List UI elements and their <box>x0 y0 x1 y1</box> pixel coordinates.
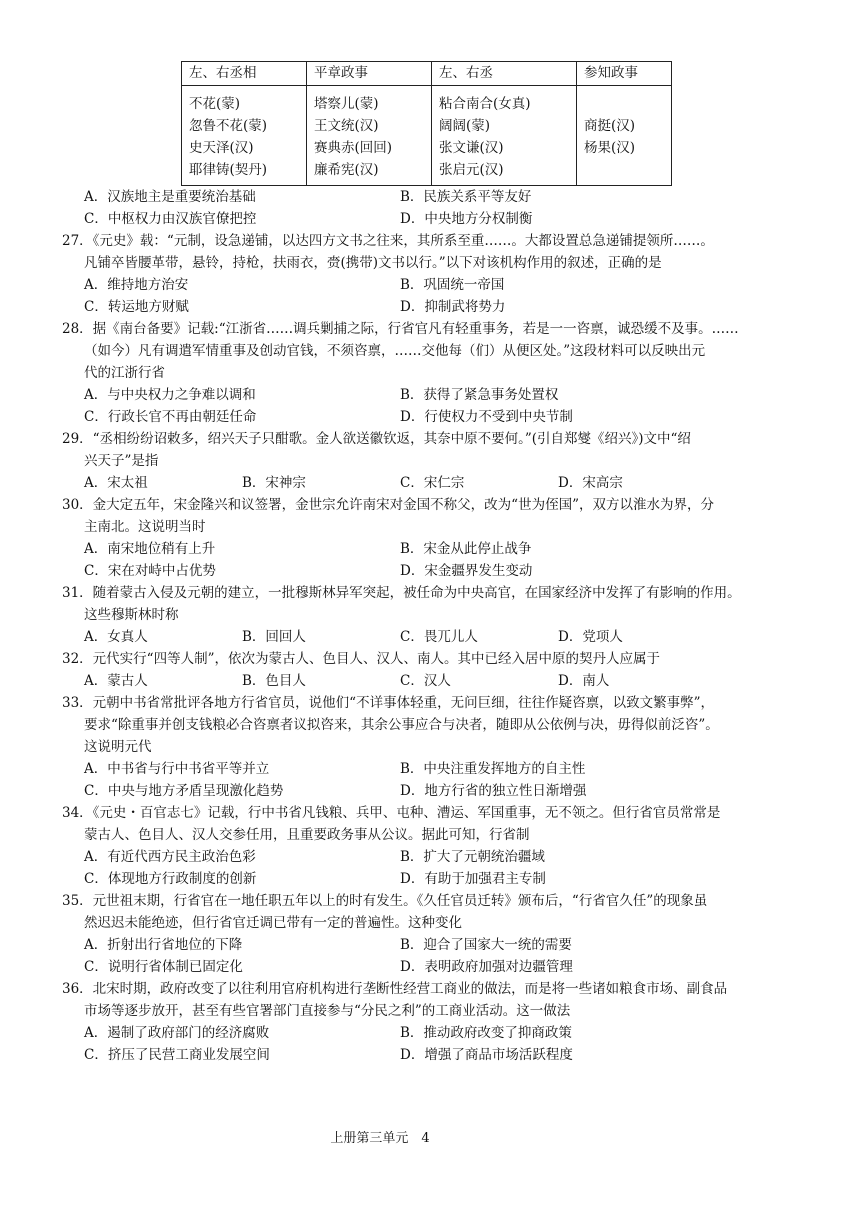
options-row <box>62 846 810 890</box>
official-name: 粘合南合(女真) <box>439 96 531 112</box>
question-item <box>62 978 810 1066</box>
answer-option[interactable]: A．南宋地位稍有上升 <box>84 541 216 557</box>
table-cell <box>577 86 672 186</box>
question-item <box>62 890 810 978</box>
answer-option[interactable]: A．汉族地主是重要统治基础 <box>84 189 256 205</box>
official-name: 廉希宪(汉) <box>314 162 379 178</box>
question-stem: 29．“丞相纷纷诏敕多，绍兴天子只酣歌。金人欲送徽钦返，其奈中原不要何。”(引自郑燮《绍兴》)文中“绍 <box>62 431 691 447</box>
answer-option[interactable]: A．折射出行省地位的下降 <box>84 937 243 953</box>
answer-option[interactable]: C．宋在对峙中占优势 <box>84 563 216 579</box>
answer-option[interactable]: B．迎合了国家大一统的需要 <box>400 937 572 953</box>
table-cell <box>432 86 577 186</box>
answer-option[interactable]: D．南人 <box>558 673 610 689</box>
question-stem: 36．北宋时期，政府改变了以往利用官府机构进行垄断性经营工商业的做法，而是将一些诸如粮食市场、副食品 <box>62 981 728 997</box>
options-row <box>62 626 810 648</box>
answer-option[interactable]: B．民族关系平等友好 <box>400 189 532 205</box>
official-name: 史天泽(汉) <box>189 140 254 156</box>
options-row <box>62 274 810 318</box>
options-row <box>62 758 810 802</box>
answer-option[interactable]: C．行政长官不再由朝廷任命 <box>84 409 257 425</box>
official-name: 耶律铸(契丹) <box>189 162 268 178</box>
question-item <box>62 582 810 648</box>
options-row <box>62 670 810 692</box>
table-header-cell: 平章政事 <box>307 62 432 86</box>
page-footer: 上册第三单元 4 <box>330 1131 430 1146</box>
answer-option[interactable]: A．与中央权力之争难以调和 <box>84 387 256 403</box>
answer-option[interactable]: D．行使权力不受到中央节制 <box>400 409 573 425</box>
answer-option[interactable]: B．中央注重发挥地方的自主性 <box>400 761 586 777</box>
answer-option[interactable]: A．维持地方治安 <box>84 277 189 293</box>
options-row <box>62 472 810 494</box>
official-name: 张文谦(汉) <box>439 140 504 156</box>
question-stem: 28．据《南台备要》记载:“江浙省……调兵剿捕之际，行省官凡有轻重事务，若是一一咨禀，诚恐缓不及事。…… <box>62 321 739 337</box>
question-stem: 34．《元史・百官志七》记载，行中书省凡钱粮、兵甲、屯种、漕运、军国重事，无不领之。但行省官员常常是 <box>62 805 721 821</box>
question-stem-continued: 蒙古人、色目人、汉人交参任用，且重要政务事从公议。据此可知，行省制 <box>84 827 530 843</box>
official-name: 忽鲁不花(蒙) <box>189 118 268 134</box>
question-stem: 35．元世祖末期，行省官在一地任职五年以上的时有发生。《久任官员迁转》颁布后，“行省官久任”的现象虽 <box>62 893 708 909</box>
answer-option[interactable]: B．扩大了元朝统治疆域 <box>400 849 545 865</box>
question-stem-continued: 兴天子”是指 <box>84 453 159 469</box>
answer-option[interactable]: C．宋仁宗 <box>400 475 465 491</box>
question-stem-continued: 这说明元代 <box>84 739 152 755</box>
table-header-cell: 参知政事 <box>577 62 672 86</box>
official-name: 阔阔(蒙) <box>439 118 491 134</box>
question-item <box>62 230 810 318</box>
question-stem-continued: 代的江浙行省 <box>84 365 165 381</box>
answer-option[interactable]: A．蒙古人 <box>84 673 148 689</box>
question-item <box>62 802 810 890</box>
question-stem-continued: 主南北。这说明当时 <box>84 519 206 535</box>
official-name: 张启元(汉) <box>439 162 504 178</box>
official-name <box>584 93 664 115</box>
question-item <box>62 692 810 802</box>
answer-option[interactable]: D．抑制武将势力 <box>400 299 506 315</box>
official-name: 塔察儿(蒙) <box>314 96 379 112</box>
answer-option[interactable]: B．宋神宗 <box>242 475 306 491</box>
table-cell <box>307 86 432 186</box>
answer-option[interactable]: A．中书省与行中书省平等并立 <box>84 761 270 777</box>
answer-option[interactable]: D．宋高宗 <box>558 475 623 491</box>
answer-option[interactable]: D．表明政府加强对边疆管理 <box>400 959 573 975</box>
question-stem: 33．元朝中书省常批评各地方行省官员，说他们“不详事体轻重，无问巨细，往往作疑咨禀，以致文繁事弊”， <box>62 695 714 711</box>
answer-option[interactable]: D．增强了商品市场活跃程度 <box>400 1047 573 1063</box>
question-stem: 32．元代实行“四等人制”，依次为蒙古人、色目人、汉人、南人。其中已经入居中原的契丹人应属于 <box>62 651 660 667</box>
answer-option[interactable]: D．有助于加强君主专制 <box>400 871 546 887</box>
answer-option[interactable]: D．党项人 <box>558 629 623 645</box>
answer-option[interactable]: C．中枢权力由汉族官僚把控 <box>84 211 257 227</box>
table-cell <box>182 86 307 186</box>
answer-option[interactable]: B．回回人 <box>242 629 306 645</box>
answer-option[interactable]: D．地方行省的独立性日渐增强 <box>400 783 587 799</box>
question-stem: 30．金大定五年，宋金隆兴和议签署，金世宗允许南宋对金国不称父，改为“世为侄国”，双方以淮水为界，分 <box>62 497 714 513</box>
answer-option[interactable]: C．转运地方财赋 <box>84 299 189 315</box>
question-item <box>62 428 810 494</box>
answer-option[interactable]: C．畏兀儿人 <box>400 629 478 645</box>
question-stem-continued: 然迟迟未能绝迹，但行省官迁调已带有一定的普遍性。这种变化 <box>84 915 462 931</box>
question-stem: 27．《元史》载：“元制，设急递铺，以达四方文书之往来，其所系至重……。大都设置总急递铺提领所……。 <box>62 233 714 249</box>
options-row <box>62 538 810 582</box>
options-row <box>62 384 810 428</box>
officials-table <box>181 61 672 186</box>
table-header-cell: 左、右丞相 <box>182 62 307 86</box>
question-stem-continued: （如今）凡有调遣军情重事及创动官钱，不须咨禀，……交他每（们）从便区处。”这段材料可以反映出元 <box>84 343 706 359</box>
official-name: 不花(蒙) <box>189 96 241 112</box>
question-list <box>62 186 810 1066</box>
question-item <box>62 318 810 428</box>
options-row <box>62 1022 810 1066</box>
answer-option[interactable]: C．汉人 <box>400 673 451 689</box>
official-name: 杨果(汉) <box>584 140 636 156</box>
question-stem-continued: 市场等逐步放开，甚至有些官署部门直接参与“分民之利”的工商业活动。这一做法 <box>84 1003 571 1019</box>
answer-option[interactable]: C．体现地方行政制度的创新 <box>84 871 257 887</box>
answer-option[interactable]: A．遏制了政府部门的经济腐败 <box>84 1025 270 1041</box>
options-row <box>62 934 810 978</box>
official-name: 王文统(汉) <box>314 118 379 134</box>
question-stem-continued: 要求“除重事并创支钱粮必合咨禀者议拟咨来，其余公事应合与决者，随即从公依例与决，毋得似前泛咨”。 <box>84 717 719 733</box>
official-name: 赛典赤(回回) <box>314 140 393 156</box>
question-stem-continued: 这些穆斯林时称 <box>84 607 179 623</box>
answer-option[interactable]: C．中央与地方矛盾呈现激化趋势 <box>84 783 284 799</box>
official-name: 商挺(汉) <box>584 118 636 134</box>
question-stem-continued: 凡铺卒皆腰革带，悬铃，持枪，扶雨衣，赍(携带)文书以行。”以下对该机构作用的叙述，正确的是 <box>84 255 662 271</box>
answer-option[interactable]: C．说明行省体制已固定化 <box>84 959 243 975</box>
answer-option[interactable]: D．中央地方分权制衡 <box>400 211 533 227</box>
q26-options <box>62 186 810 230</box>
question-container <box>62 230 810 1066</box>
table-row <box>182 86 672 186</box>
answer-option[interactable]: C．挤压了民营工商业发展空间 <box>84 1047 270 1063</box>
answer-option[interactable]: B．色目人 <box>242 673 306 689</box>
question-item <box>62 648 810 692</box>
official-name <box>584 159 664 181</box>
question-stem: 31．随着蒙古入侵及元朝的建立，一批穆斯林异军突起，被任命为中央高官，在国家经济中发挥了有影响的作用。 <box>62 585 741 601</box>
answer-option[interactable]: A．宋太祖 <box>84 475 148 491</box>
answer-option[interactable]: A．有近代西方民主政治色彩 <box>84 849 256 865</box>
answer-option[interactable]: D．宋金疆界发生变动 <box>400 563 533 579</box>
table-header-row <box>182 62 672 86</box>
answer-option[interactable]: B．宋金从此停止战争 <box>400 541 532 557</box>
answer-option[interactable]: B．推动政府改变了抑商政策 <box>400 1025 572 1041</box>
answer-option[interactable]: B．获得了紧急事务处置权 <box>400 387 559 403</box>
answer-option[interactable]: B．巩固统一帝国 <box>400 277 505 293</box>
question-item <box>62 494 810 582</box>
answer-option[interactable]: A．女真人 <box>84 629 148 645</box>
table-header-cell: 左、右丞 <box>432 62 577 86</box>
